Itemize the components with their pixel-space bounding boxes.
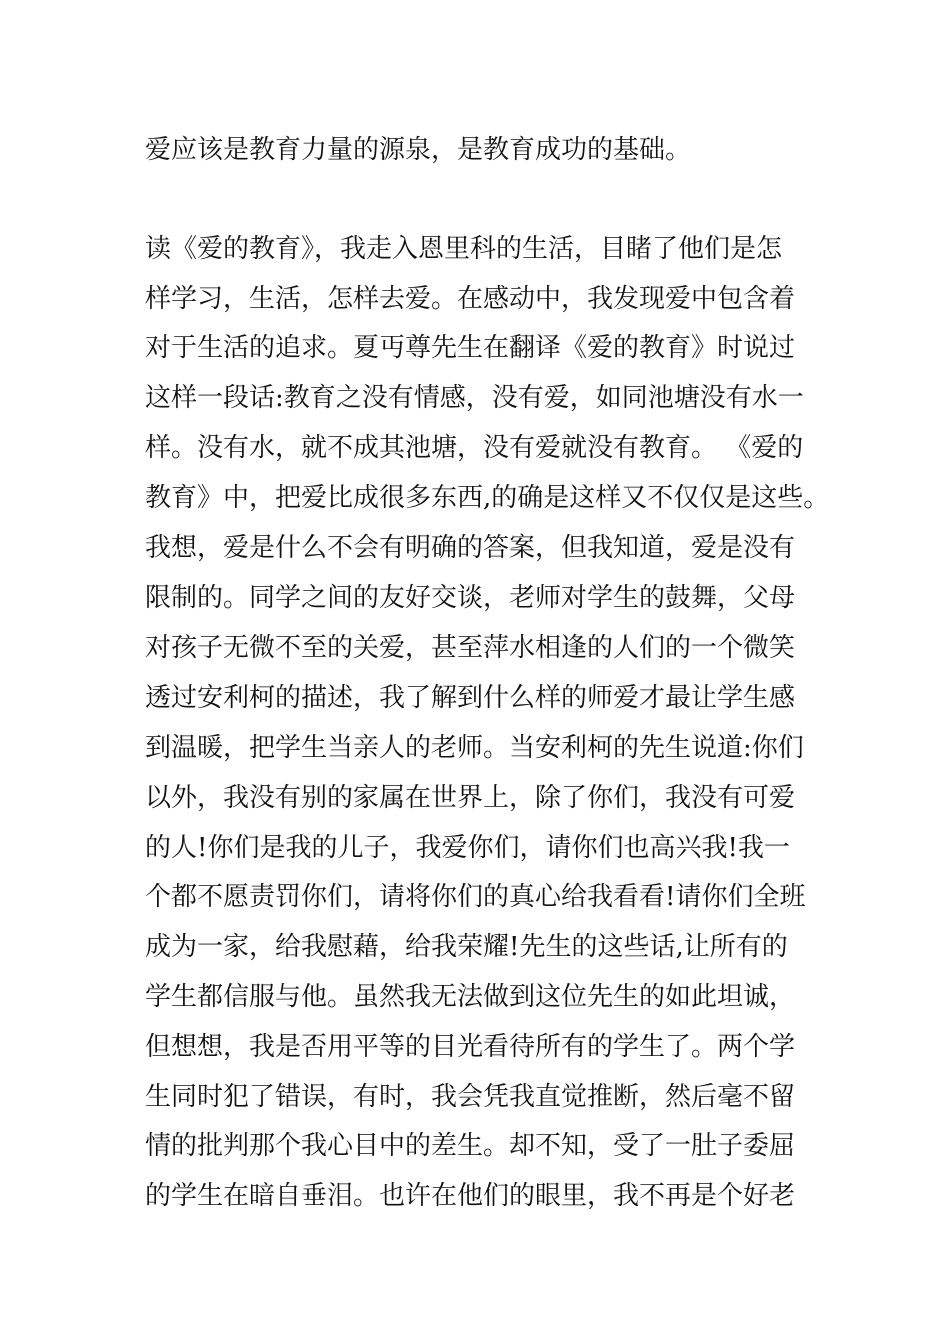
text-line: 透过安利柯的描述，我了解到什么样的师爱才最让学生感 [145, 683, 796, 713]
text-line: 教育》中，把爱比成很多东西,的确是这样又不仅仅是这些。 [145, 483, 830, 513]
text-line: 成为一家，给我慰藉，给我荣耀!先生的这些话,让所有的 [145, 932, 788, 962]
text-line: 以外，我没有别的家属在世界上，除了你们，我没有可爱 [145, 783, 796, 813]
text-line: 的人!你们是我的儿子，我爱你们，请你们也高兴我!我一 [145, 833, 790, 863]
text-line: 生同时犯了错误，有时，我会凭我直觉推断，然后毫不留 [145, 1082, 796, 1112]
text-line: 爱应该是教育力量的源泉，是教育成功的基础。 [145, 135, 692, 165]
text-line: 样学习，生活，怎样去爱。在感动中，我发现爱中包含着 [145, 284, 796, 314]
text-line: 读《爱的教育》，我走入恩里科的生活，目睹了他们是怎 [145, 234, 783, 264]
text-line: 我想，爱是什么不会有明确的答案，但我知道，爱是没有 [145, 533, 796, 563]
text-line: 这样一段话:教育之没有情感，没有爱，如同池塘没有水一 [145, 383, 804, 413]
text-line: 样。没有水，就不成其池塘，没有爱就没有教育。 《爱的 [145, 433, 804, 463]
text-line: 情的批判那个我心目中的差生。却不知，受了一肚子委屈 [145, 1131, 796, 1161]
text-line: 个都不愿责罚你们，请将你们的真心给我看看!请你们全班 [145, 882, 806, 912]
text-line: 对于生活的追求。夏丏尊先生在翻译《爱的教育》时说过 [145, 333, 796, 363]
text-line: 到温暖，把学生当亲人的老师。当安利柯的先生说道:你们 [145, 733, 804, 763]
text-line: 学生都信服与他。虽然我无法做到这位先生的如此坦诚， [145, 982, 796, 1012]
text-line: 但想想，我是否用平等的目光看待所有的学生了。两个学 [145, 1032, 796, 1062]
text-line: 对孩子无微不至的关爱，甚至萍水相逢的人们的一个微笑 [145, 633, 796, 663]
text-line: 限制的。同学之间的友好交谈，老师对学生的鼓舞，父母 [145, 583, 796, 613]
text-line: 的学生在暗自垂泪。也许在他们的眼里，我不再是个好老 [145, 1181, 796, 1211]
